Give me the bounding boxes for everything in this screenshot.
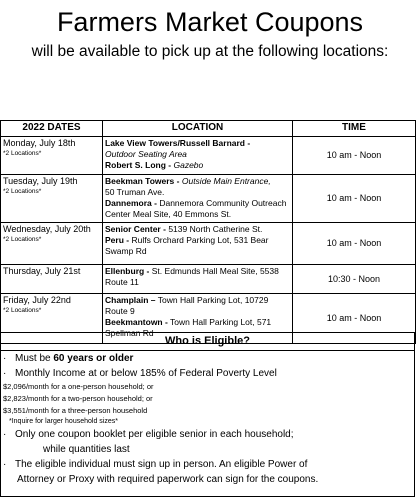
table-row — [1, 223, 416, 265]
bullet-icon: · — [3, 368, 7, 379]
table-row — [1, 175, 416, 223]
list-item — [3, 427, 414, 442]
table-row — [1, 137, 416, 175]
date-cell — [1, 265, 103, 294]
location-name: Peru - — [105, 235, 130, 245]
table-header-row — [1, 121, 416, 137]
date-text: Friday, July 22nd — [3, 295, 71, 305]
bullet-icon: · — [3, 429, 7, 440]
location-cell — [103, 223, 293, 265]
locations-note: *2 Locations* — [3, 236, 42, 243]
location-detail: Town Hall Parking Lot, 571 Spellman Rd — [105, 317, 272, 338]
income-line: $2,823/month for a two-person household; or — [3, 394, 153, 403]
schedule-table — [0, 120, 416, 344]
eligibility-list — [1, 351, 414, 487]
income-requirement: Monthly Income at or below 185% of Federal Poverty Level — [15, 368, 277, 379]
quantities-note: while quantities last — [43, 444, 130, 455]
location-detail: Town Hall Parking Lot, 10729 Route 9 — [105, 295, 269, 316]
date-text: Thursday, July 21st — [3, 266, 81, 276]
location-name: Senior Center - — [105, 224, 166, 234]
eligibility-heading: Who is Eligible? — [1, 333, 414, 351]
column-header-location: LOCATION — [103, 121, 293, 137]
location-cell — [103, 265, 293, 294]
signup-rule-continued: Attorney or Proxy with required paperwork can sign for the coupons. — [17, 474, 319, 485]
time-cell: 10 am - Noon — [293, 294, 416, 344]
inquire-note: *Inquire for larger household sizes* — [9, 418, 118, 425]
date-text: Wednesday, July 20th — [3, 224, 91, 234]
date-cell — [1, 223, 103, 265]
list-item — [3, 457, 414, 472]
income-line: $2,096/month for a one-person household; or — [3, 382, 154, 391]
locations-note: *2 Locations* — [3, 188, 42, 195]
location-name: Robert S. Long - — [105, 160, 172, 170]
date-cell — [1, 175, 103, 223]
location-name: Beekmantown - — [105, 317, 168, 327]
time-cell: 10 am - Noon — [293, 137, 416, 175]
location-name: Champlain – — [105, 295, 156, 305]
column-header-time: TIME — [293, 121, 416, 137]
location-detail: Rulfs Orchard Parking Lot, 531 Bear Swamp Rd — [105, 235, 269, 256]
location-detail: Outside Main Entrance, — [181, 176, 271, 186]
bullet-icon: · — [3, 353, 7, 364]
location-detail: 5139 North Catherine St. — [168, 224, 263, 234]
age-requirement: 60 years or older — [53, 353, 134, 364]
eligibility-box — [0, 332, 415, 497]
time-cell: 10 am - Noon — [293, 175, 416, 223]
age-prefix: Must be — [15, 353, 51, 364]
table-row — [1, 265, 416, 294]
bullet-icon: · — [3, 459, 7, 470]
page-subtitle: will be available to pick up at the following locations: — [31, 43, 389, 60]
page-title: Farmers Market Coupons — [56, 7, 364, 37]
location-detail: 50 Truman Ave. — [105, 187, 165, 197]
time-cell: 10 am - Noon — [293, 223, 416, 265]
location-name: Ellenburg - — [105, 266, 150, 276]
location-name: Lake View Towers/Russell Barnard - — [105, 138, 251, 148]
location-name: Beekman Towers - — [105, 176, 180, 186]
location-detail: Outdoor Seating Area — [105, 149, 187, 159]
list-item — [3, 351, 414, 366]
signup-rule: The eligible individual must sign up in person. An eligible Power of — [15, 459, 308, 470]
column-header-dates: 2022 DATES — [1, 121, 103, 137]
income-line: $3,551/month for a three-person household — [3, 406, 148, 415]
list-item — [3, 366, 414, 381]
booklet-rule: Only one coupon booklet per eligible senior in each household; — [15, 429, 294, 440]
location-detail: Gazebo — [173, 160, 204, 170]
location-name: Dannemora - — [105, 198, 157, 208]
date-cell — [1, 137, 103, 175]
locations-note: *2 Locations* — [3, 307, 42, 314]
location-cell — [103, 137, 293, 175]
location-cell — [103, 175, 293, 223]
locations-note: *2 Locations* — [3, 150, 42, 157]
location-detail: St. Edmunds Hall Meal Site, 5538 Route 11 — [105, 266, 279, 287]
location-detail: Dannemora Community Outreach Center Meal Site, 40 Emmons St. — [105, 198, 287, 219]
date-text: Monday, July 18th — [3, 138, 76, 148]
date-text: Tuesday, July 19th — [3, 176, 78, 186]
time-cell: 10:30 - Noon — [293, 265, 416, 294]
